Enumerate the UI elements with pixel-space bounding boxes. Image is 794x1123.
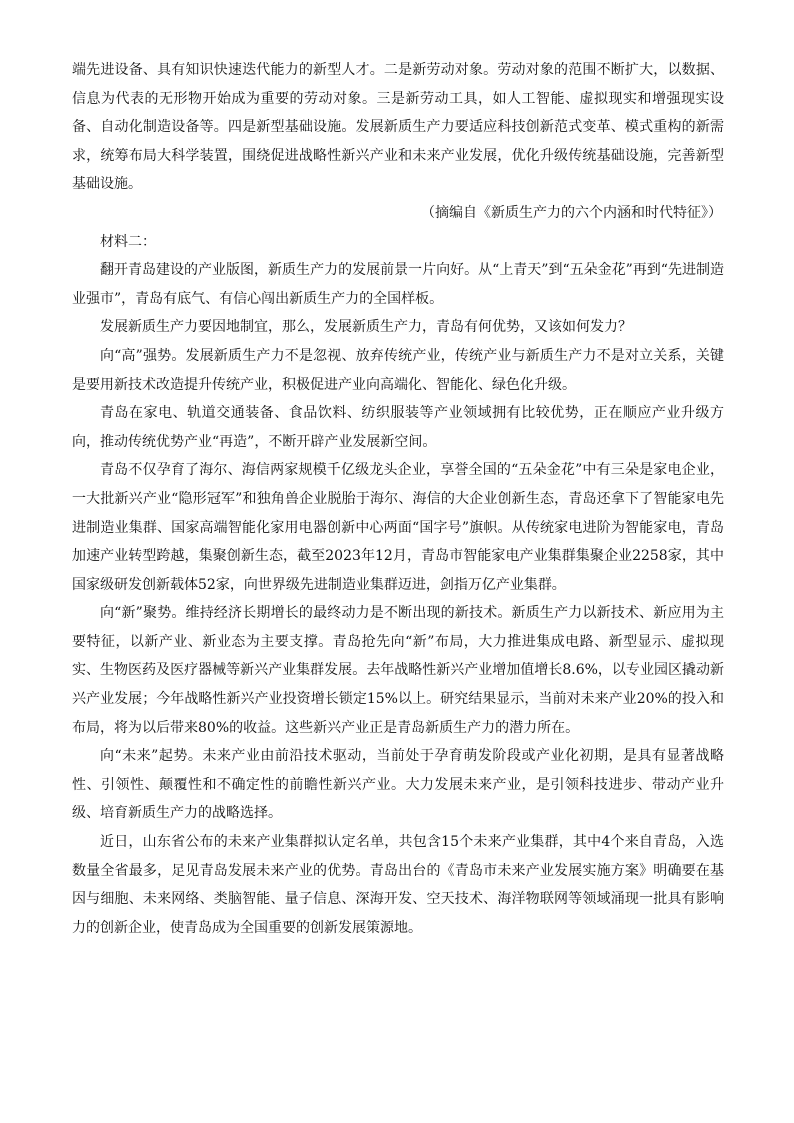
paragraph: 近日，山东省公布的未来产业集群拟认定名单，共包含15个未来产业集群，其中4个来自青岛，入选数量全省最多，足见青岛发展未来产业的优势。青岛出台的《青岛市未来产业发展实施方案》明确要在基因与细胞、未来网络、类脑智能、量子信息、深海开发、空天技术、海洋物联网等领域涌现一批具有影响力的创新企业，使青岛成为全国重要的创新发展策源地。 [72,834,724,936]
paragraph: 青岛不仅孕育了海尔、海信两家规模千亿级龙头企业，享誉全国的“五朵金花”中有三朵是家电企业，一大批新兴产业“隐形冠军”和独角兽企业脱胎于海尔、海信的大企业创新生态，青岛还拿下了智能家电先进制造业集群、国家高端智能化家用电器创新中心两面“国字号”旗帜。从传统家电进阶为智能家电，青岛加速产业转型跨越，集聚创新生态，截至2023年12月，青岛市智能家电产业集群集聚企业2258家，其中国家级研发创新载体52家，向世界级先进制造业集群迈进，剑指万亿产业集群。 [72,462,724,593]
document-page [72,56,724,942]
paragraph-material-one-end: 端先进设备、具有知识快速迭代能力的新型人才。二是新劳动对象。劳动对象的范围不断扩大，以数据、信息为代表的无形物开始成为重要的劳动对象。三是新劳动工具，如人工智能、虚拟现实和增强现实设备、自动化制造设备等。四是新型基础设施。发展新质生产力要适应科技创新范式变革、模式重构的新需求，统筹布局大科学装置，围绕促进战略性新兴产业和未来产业发展，优化升级传统基础设施，完善新型基础设施。 [72,62,724,193]
paragraph: 青岛在家电、轨道交通装备、食品饮料、纺织服装等产业领域拥有比较优势，正在顺应产业升级方向，推动传统优势产业“再造”，不断开辟产业发展新空间。 [72,405,724,450]
paragraph: 向“新”聚势。维持经济长期增长的最终动力是不断出现的新技术。新质生产力以新技术、新应用为主要特征，以新产业、新业态为主要支撑。青岛抢先向“新”布局，大力推进集成电路、新型显示、虚拟现实、生物医药及医疗器械等新兴产业集群发展。去年战略性新兴产业增加值增长8.6%，以专业园区撬动新兴产业发展；今年战略性新兴产业投资增长锁定15%以上。研究结果显示，当前对未来产业20%的投入和布局，将为以后带来80%的收益。这些新兴产业正是青岛新质生产力的潜力所在。 [72,605,724,736]
paragraph: 翻开青岛建设的产业版图，新质生产力的发展前景一片向好。从“上青天”到“五朵金花”再到“先进制造业强市”，青岛有底气、有信心闯出新质生产力的全国样板。 [72,262,724,307]
material-two-label: 材料二： [100,233,156,250]
paragraph: 向“未来”起势。未来产业由前沿技术驱动，当前处于孕育萌发阶段或产业化初期，是具有显著战略性、引领性、颠覆性和不确定性的前瞻性新兴产业。大力发展未来产业，是引领科技进步、带动产业升级、培育新质生产力的战略选择。 [72,748,724,822]
source-citation: （摘编自《新质生产力的六个内涵和时代特征》） [421,204,722,221]
paragraph: 发展新质生产力要因地制宜，那么，发展新质生产力，青岛有何优势，又该如何发力？ [100,319,632,336]
paragraph: 向“高”强势。发展新质生产力不是忽视、放弃传统产业，传统产业与新质生产力不是对立关系，关键是要用新技术改造提升传统产业，积极促进产业向高端化、智能化、绿色化升级。 [72,347,724,393]
